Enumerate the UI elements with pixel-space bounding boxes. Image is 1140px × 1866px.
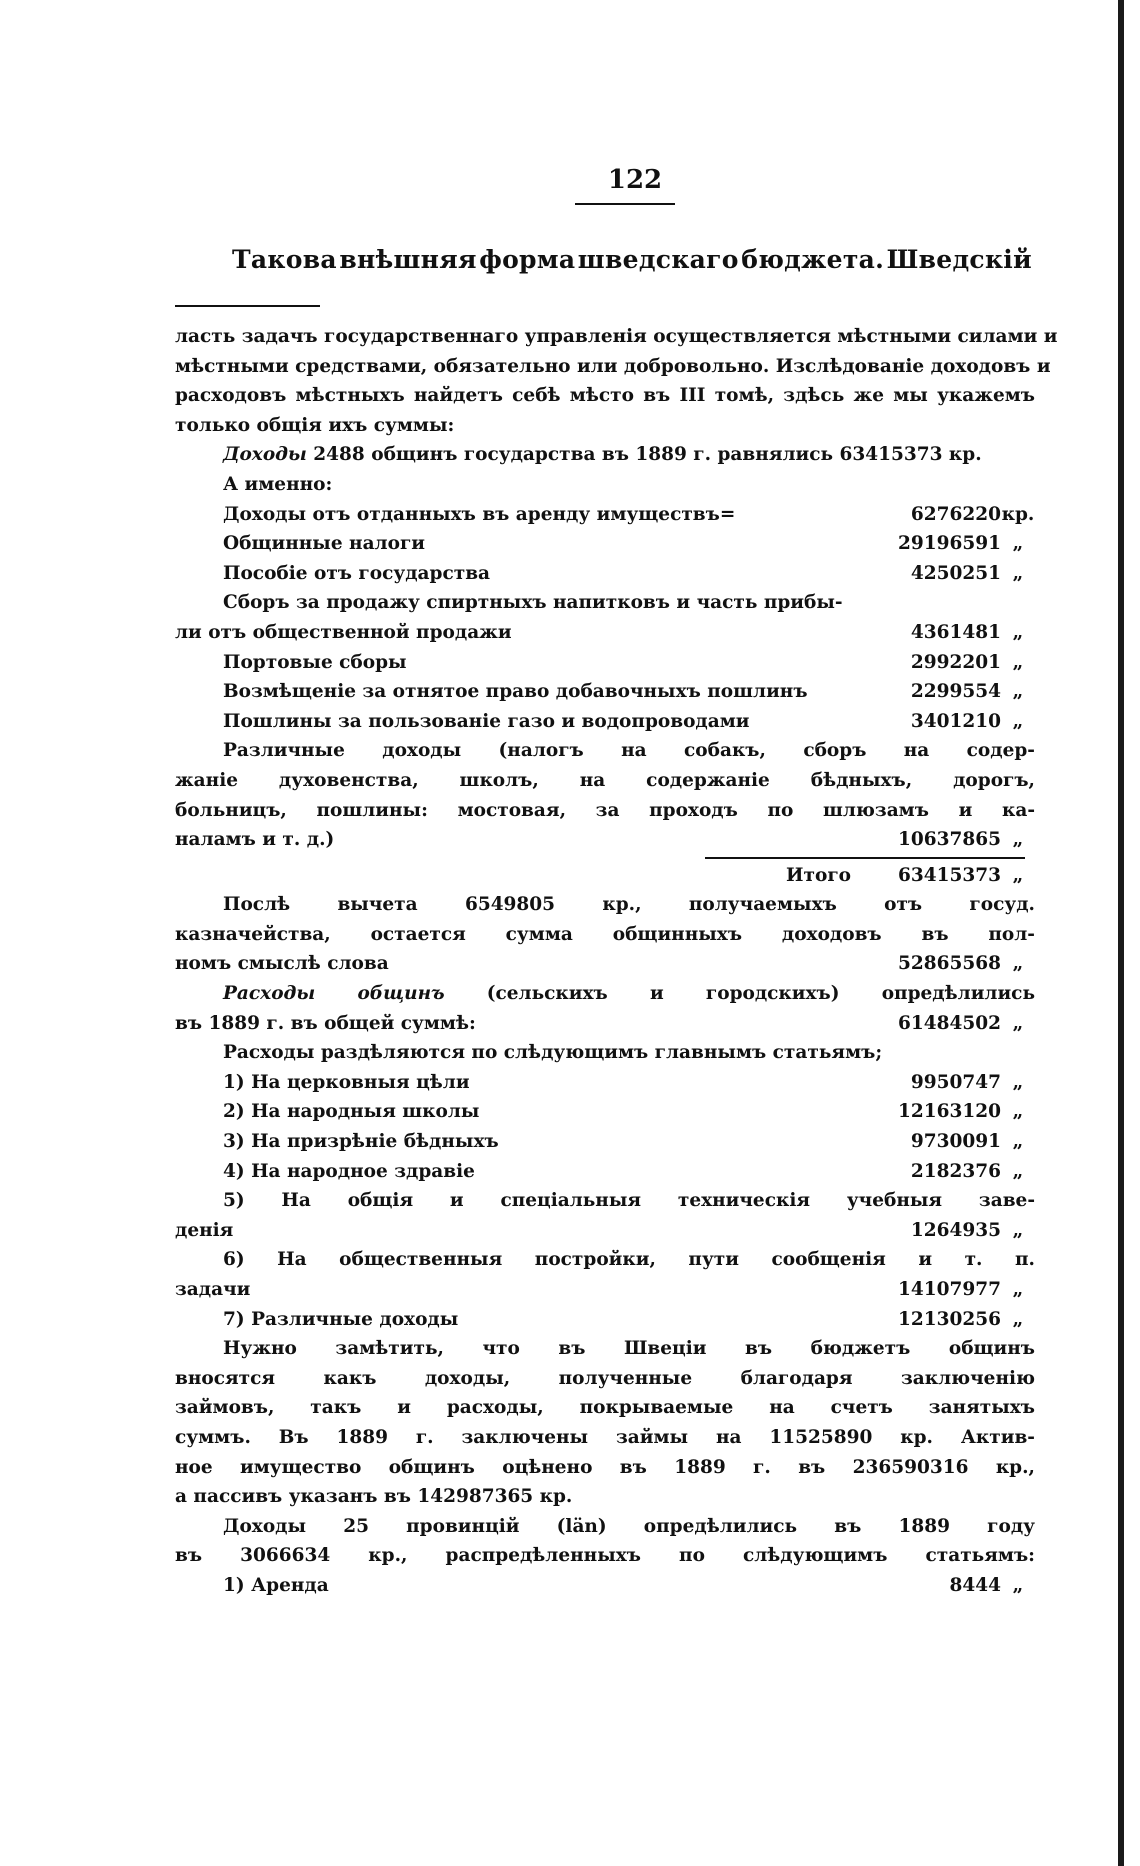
expense-row bbox=[175, 1127, 1035, 1157]
text-line: Различные доходы (налогъ на собакъ, сборъ на содер- bbox=[223, 740, 1035, 762]
row-value: 52865568 bbox=[898, 953, 1001, 975]
row-unit: „ bbox=[1012, 621, 1024, 643]
row-label: 7) Различные доходы bbox=[223, 1308, 459, 1330]
text-line: казначейства, остается сумма общинныхъ доходовъ въ пол- bbox=[175, 923, 1035, 945]
row-value: 29196591 bbox=[898, 533, 1001, 555]
row-label: 1) Аренда bbox=[223, 1574, 329, 1596]
row-value: 4361481 bbox=[910, 621, 1001, 643]
row-unit: „ bbox=[1012, 562, 1024, 584]
row-label: 4) На народное здравіе bbox=[223, 1160, 475, 1182]
row-label: Общинные налоги bbox=[223, 533, 426, 555]
text-line: 6) На общественныя постройки, пути сообщенія и т. п. bbox=[223, 1249, 1035, 1271]
row-value: 2299554 bbox=[910, 681, 1001, 703]
row-value: 61484502 bbox=[898, 1012, 1001, 1034]
expense-row bbox=[175, 1216, 1035, 1246]
page-body bbox=[175, 322, 1058, 1601]
row-label: Портовые сборы bbox=[223, 651, 407, 673]
row-value: 14107977 bbox=[898, 1279, 1001, 1300]
row-unit: кр. bbox=[1001, 503, 1035, 525]
row-unit: „ bbox=[1012, 681, 1024, 703]
row-label: задачи bbox=[175, 1279, 251, 1300]
expense-row bbox=[175, 1068, 1035, 1098]
row-unit: „ bbox=[1012, 864, 1024, 886]
text-line: только общія ихъ суммы: bbox=[175, 414, 455, 436]
revenue-row bbox=[175, 648, 1035, 678]
row-unit: „ bbox=[1012, 1279, 1024, 1300]
row-unit: „ bbox=[1012, 1012, 1024, 1034]
text-line: въ 3066634 кр., распредѣленныхъ по слѣдующимъ статьямъ: bbox=[175, 1545, 1035, 1567]
row-value: 4250251 bbox=[910, 562, 1001, 584]
expense-row bbox=[175, 1305, 1035, 1335]
text-line: Расходы раздѣляются по слѣдующимъ главнымъ статьямъ; bbox=[223, 1042, 883, 1064]
row-label: 2) На народныя школы bbox=[223, 1101, 480, 1123]
row-value: 6276220 bbox=[910, 503, 1001, 525]
text-line: ное имущество общинъ оцѣнено въ 1889 г. въ 236590316 кр., bbox=[175, 1456, 1035, 1478]
row-label: 1) На церковныя цѣли bbox=[223, 1071, 470, 1093]
row-unit: „ bbox=[1012, 1219, 1024, 1241]
page-number: 122 bbox=[607, 165, 663, 195]
row-unit: „ bbox=[1012, 1101, 1024, 1123]
row-value: 9950747 bbox=[910, 1071, 1001, 1093]
text-line: 5) На общія и спеціальныя техническія учебныя заве- bbox=[223, 1190, 1035, 1212]
row-label: наламъ и т. д.) bbox=[175, 829, 335, 851]
row-label: денія bbox=[175, 1219, 234, 1241]
row-unit: „ bbox=[1012, 829, 1024, 851]
revenue-row bbox=[175, 500, 1035, 530]
row-unit: „ bbox=[1012, 533, 1024, 555]
row-value: 10637865 bbox=[898, 829, 1001, 851]
text-line: Послѣ вычета 6549805 кр., получаемыхъ отъ госуд. bbox=[223, 894, 1035, 916]
revenue-row bbox=[175, 677, 1035, 707]
row-label: номъ смыслѣ слова bbox=[175, 953, 389, 975]
row-value: 8444 bbox=[949, 1574, 1001, 1596]
text-line: больницъ, пошлины: мостовая, за проходъ по шлюзамъ и ка- bbox=[175, 799, 1035, 821]
row-unit: „ bbox=[1012, 953, 1024, 975]
text-line: Доходы 25 провинцій (län) опредѣлились въ 1889 году bbox=[223, 1515, 1035, 1537]
text-line: суммъ. Въ 1889 г. заключены займы на 11525890 кр. Актив- bbox=[175, 1426, 1035, 1448]
row-value: 2182376 bbox=[910, 1160, 1001, 1182]
text-line: займовъ, такъ и расходы, покрываемые на счетъ занятыхъ bbox=[175, 1397, 1035, 1419]
row-label: 3) На призрѣніе бѣдныхъ bbox=[223, 1131, 499, 1153]
row-value: 9730091 bbox=[910, 1131, 1001, 1153]
namely-label: А именно: bbox=[223, 473, 333, 495]
heading-word: Шведскій bbox=[886, 245, 1032, 274]
row-unit: „ bbox=[1012, 1071, 1024, 1093]
row-value: 12130256 bbox=[898, 1308, 1001, 1330]
total-row bbox=[175, 861, 1035, 891]
page-number-rule bbox=[575, 203, 675, 205]
revenue-intro bbox=[175, 440, 1035, 470]
row-value: 2992201 bbox=[910, 651, 1001, 673]
revenue-row bbox=[175, 707, 1035, 737]
row-unit: „ bbox=[1012, 1308, 1024, 1330]
text-line: мѣстными средствами, обязательно или добровольно. Изслѣдованіе доходовъ и bbox=[175, 355, 1051, 377]
total-value: 63415373 bbox=[898, 864, 1001, 886]
row-value: 3401210 bbox=[910, 710, 1001, 732]
row-unit: „ bbox=[1012, 710, 1024, 732]
revenue-row bbox=[175, 559, 1035, 589]
heading-rule bbox=[175, 305, 320, 307]
row-label: Пошлины за пользованіе газо и водопроводами bbox=[223, 710, 750, 732]
row-label: Пособіе отъ государства bbox=[223, 562, 491, 584]
total-rule bbox=[705, 857, 1025, 859]
text-line: жаніе духовенства, школъ, на содержаніе бѣдныхъ, дорогъ, bbox=[175, 769, 1035, 791]
expense-row bbox=[175, 1097, 1035, 1127]
province-row bbox=[175, 1571, 1035, 1601]
net-revenue-row bbox=[175, 949, 1035, 979]
row-label: Возмѣщеніе за отнятое право добавочныхъ пошлинъ bbox=[223, 681, 808, 703]
row-label: въ 1889 г. въ общей суммѣ: bbox=[175, 1012, 476, 1034]
heading-word: бюджета. bbox=[741, 245, 885, 274]
row-unit: „ bbox=[1012, 651, 1024, 673]
total-label: Итого bbox=[786, 864, 851, 886]
text-line: Нужно замѣтить, что въ Швеціи въ бюджетъ общинъ bbox=[223, 1338, 1035, 1360]
row-value: 1264935 bbox=[910, 1219, 1001, 1241]
heading-word: Такова bbox=[232, 245, 337, 274]
heading-word: внѣшняя bbox=[339, 245, 477, 274]
expense-row bbox=[175, 1275, 1035, 1305]
heading-word: шведскаго bbox=[577, 245, 739, 274]
revenue-row bbox=[175, 618, 1035, 648]
revenue-row bbox=[175, 825, 1035, 855]
expense-row bbox=[175, 1157, 1035, 1187]
text-line: ласть задачъ государственнаго управленія осуществляется мѣстными силами и bbox=[175, 326, 1058, 347]
text-line: а пассивъ указанъ въ 142987365 кр. bbox=[175, 1486, 573, 1508]
text-line: Сборъ за продажу спиртныхъ напитковъ и часть прибы- bbox=[223, 592, 843, 614]
heading-line bbox=[232, 245, 1032, 274]
text-line: вносятся какъ доходы, полученные благодаря заключенію bbox=[175, 1367, 1035, 1389]
revenue-intro-rest: 2488 общинъ государства въ 1889 г. равнялись 63415373 кр. bbox=[306, 444, 982, 466]
row-label: Доходы отъ отданныхъ въ аренду имуществъ= bbox=[223, 503, 736, 525]
expense-total-row bbox=[175, 1009, 1035, 1039]
page-edge-line bbox=[1118, 0, 1124, 1866]
revenue-intro-italic: Доходы bbox=[223, 444, 307, 466]
revenue-row bbox=[175, 529, 1035, 559]
row-label: ли отъ общественной продажи bbox=[175, 621, 512, 643]
heading-word: форма bbox=[479, 245, 576, 274]
expense-intro-rest: (сельскихъ и городскихъ) опредѣлились bbox=[444, 983, 1035, 1005]
expense-intro-italic: Расходы общинъ bbox=[223, 983, 445, 1005]
row-value: 12163120 bbox=[898, 1101, 1001, 1123]
row-unit: „ bbox=[1012, 1574, 1024, 1596]
text-line: расходовъ мѣстныхъ найдетъ себѣ мѣсто въ III томѣ, здѣсь же мы укажемъ bbox=[175, 385, 1035, 407]
row-unit: „ bbox=[1012, 1160, 1024, 1182]
expense-intro bbox=[175, 979, 1035, 1009]
row-unit: „ bbox=[1012, 1131, 1024, 1153]
